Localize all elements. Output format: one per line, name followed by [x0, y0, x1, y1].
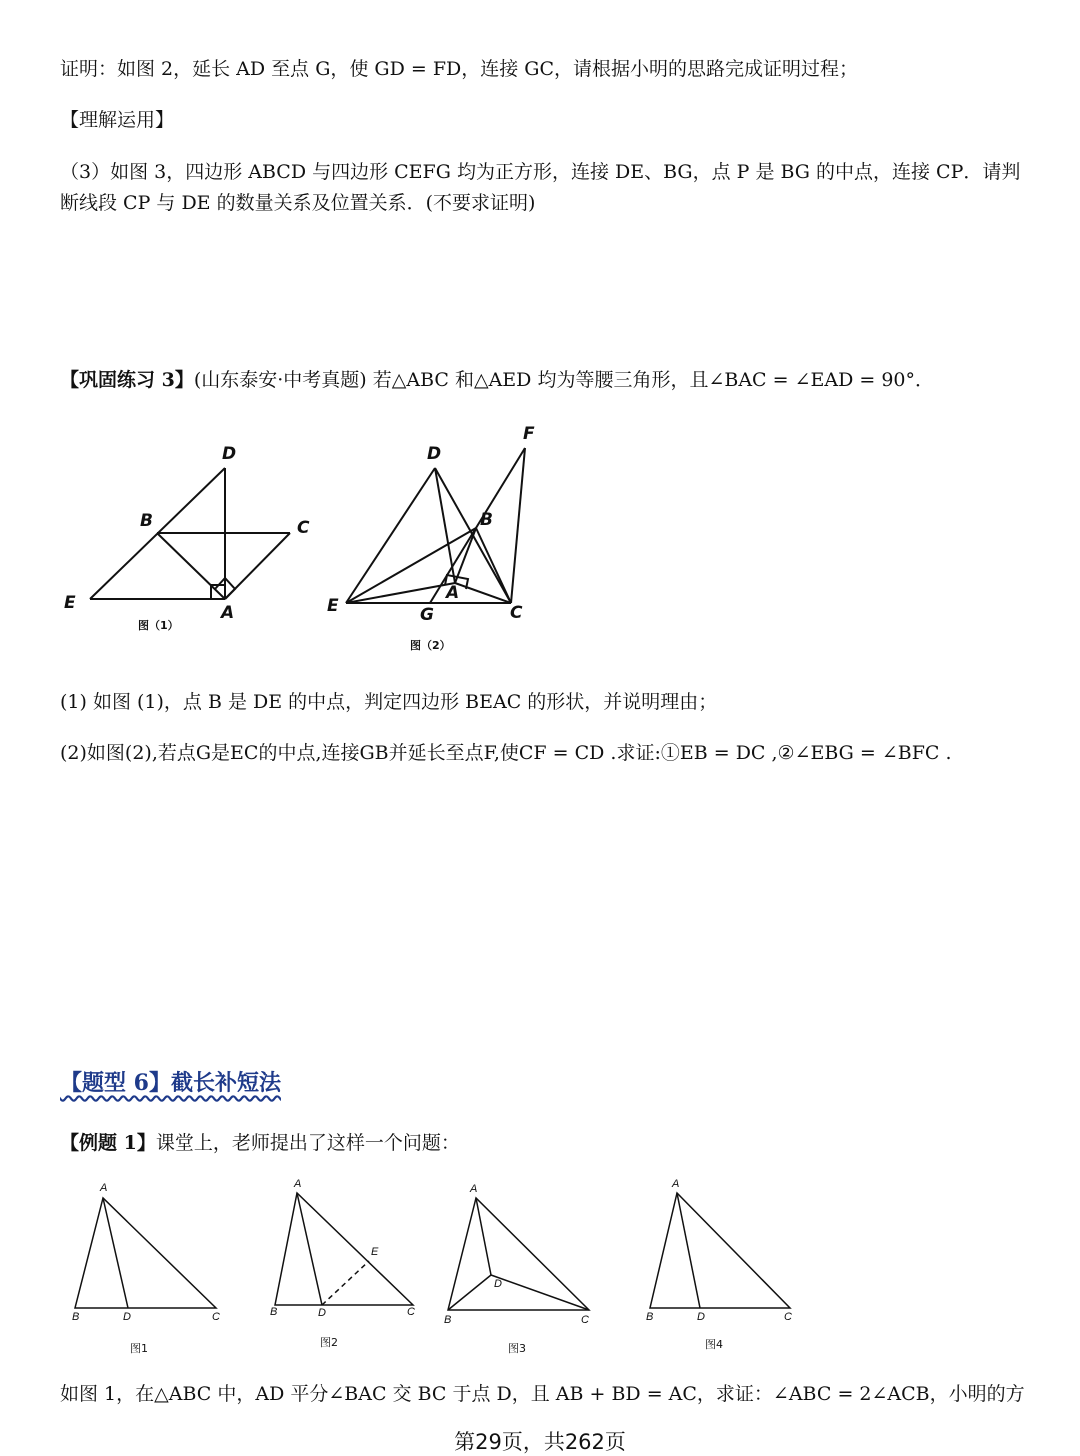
fig1-label-B: B [140, 511, 153, 531]
fig2-label-B: B [480, 510, 493, 530]
ex4-label-B: B [646, 1311, 654, 1323]
ex2-label-D: D [318, 1307, 326, 1319]
example-question-line: 如图 1，在△ABC 中，AD 平分∠BAC 交 BC 于点 D，且 AB + BD = AC，求证：∠ABC = 2∠ACB，小明的方 [60, 1383, 1025, 1405]
ex3-label-C: C [581, 1314, 589, 1326]
ex4-caption: 图4 [705, 1338, 723, 1351]
fig2-edge-GF [430, 448, 525, 603]
ex1-label-B: B [72, 1311, 80, 1323]
ex2-label-E: E [371, 1246, 379, 1258]
ex1-triangle [75, 1198, 216, 1308]
practice-line [60, 366, 934, 394]
ex2-caption: 图2 [320, 1336, 338, 1349]
ex4-label-C: C [784, 1311, 792, 1323]
fig2-edge-BC [476, 528, 511, 603]
fig2-label-A: A [446, 583, 460, 603]
practice-q1: (1) 如图 (1)，点 B 是 DE 的中点，判定四边形 BEAC 的形状，并说明理由； [60, 691, 718, 713]
fig1-right-angle-1 [211, 585, 225, 599]
fig2-caption: 图（2） [410, 639, 451, 652]
fig2-edge-AB [455, 528, 476, 583]
practice-q2: (2)如图(2),若点G是EC的中点,连接GB并延长至点F,使CF = CD .求证:①EB = DC ,②∠EBG = ∠BFC . [60, 742, 952, 764]
q3-line-2: 断线段 CP 与 DE 的数量关系及位置关系．(不要求证明) [60, 192, 536, 214]
ex4-triangle [650, 1193, 790, 1308]
fig2-edge-EA [346, 583, 455, 603]
page-footer: 第29页，共262页 [454, 1430, 626, 1454]
fig2-label-F: F [523, 424, 535, 444]
ex4-label-D: D [697, 1311, 705, 1323]
example-rest: 课堂上，老师提出了这样一个问题： [155, 1132, 460, 1154]
ex1-AD [103, 1198, 128, 1308]
ex3-caption: 图3 [508, 1342, 526, 1355]
ex1-label-A: A [100, 1182, 108, 1194]
ex1-caption: 图1 [130, 1342, 148, 1355]
fig1-edge-ED [90, 468, 225, 599]
fig1-label-D: D [222, 444, 237, 464]
ex3-AD [476, 1198, 491, 1275]
understand-heading: 【理解运用】 [60, 109, 175, 131]
fig2-edge-AC [455, 583, 511, 603]
ex1-label-C: C [212, 1311, 220, 1323]
ex4-label-A: A [672, 1178, 680, 1190]
fig2-edge-ED [346, 468, 435, 603]
fig1-label-C: C [297, 518, 310, 538]
ex3-BD [448, 1275, 491, 1310]
example-tag: 【例题 1】 [60, 1132, 156, 1154]
proof-line: 证明：如图 2，延长 AD 至点 G，使 GD = FD，连接 GC，请根据小明的思路完成证明过程； [60, 58, 859, 80]
practice-tag: 【巩固练习 3】 [60, 369, 194, 391]
fig1-edge-CA [225, 533, 290, 599]
ex3-label-D: D [494, 1278, 502, 1290]
ex1-label-D: D [123, 1311, 131, 1323]
fig1-label-A: A [221, 603, 235, 623]
practice-rest: (山东泰安·中考真题) 若△ABC 和△AED 均为等腰三角形，且∠BAC = ∠EAD = 90°． [193, 369, 935, 391]
ex2-AD [297, 1193, 322, 1305]
ex3-DC [491, 1275, 589, 1310]
fig1-caption: 图（1） [138, 619, 179, 632]
fig2-edge-CF [511, 448, 525, 603]
ex3-triangle [448, 1198, 589, 1310]
fig2-label-D: D [427, 444, 442, 464]
ex2-label-C: C [407, 1306, 415, 1318]
q3-line-1: （3）如图 3，四边形 ABCD 与四边形 CEFG 均为正方形，连接 DE、BG，点 P 是 BG 的中点，连接 CP．请判 [60, 161, 1021, 183]
fig2-edge-DA [435, 468, 455, 583]
fig1-edge-BA [157, 533, 225, 599]
fig2-label-E: E [327, 596, 339, 616]
fig2-label-G: G [420, 605, 434, 625]
section-heading: 【题型 6】截长补短法 [60, 1070, 281, 1096]
ex2-DE [322, 1261, 369, 1305]
ex4-AD [677, 1193, 700, 1308]
example-line [60, 1129, 460, 1157]
ex2-label-A: A [294, 1178, 302, 1190]
fig2-label-C: C [510, 603, 523, 623]
fig1-label-E: E [64, 593, 76, 613]
ex3-label-B: B [444, 1314, 452, 1326]
ex2-triangle [275, 1193, 413, 1305]
fig1-right-angle-2 [215, 578, 235, 599]
ex3-label-A: A [470, 1183, 478, 1195]
ex2-label-B: B [270, 1306, 278, 1318]
